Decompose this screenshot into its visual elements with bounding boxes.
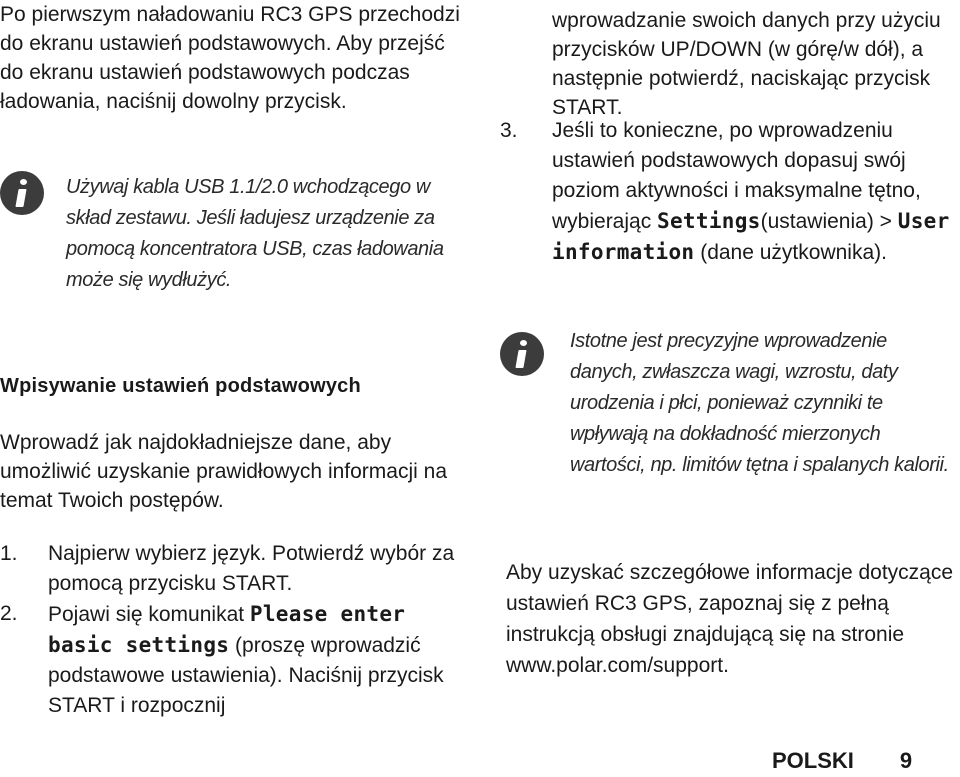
display-text-user-information: User information <box>552 209 950 264</box>
step-1-number: 1. <box>0 542 18 565</box>
step-2-text-before: Pojawi się komunikat <box>48 603 250 626</box>
display-text-please-enter: Please enter basic settings <box>48 602 406 657</box>
footer-language: POLSKI <box>772 748 854 773</box>
step-3-number: 3. <box>500 119 518 142</box>
step-3-text-after: (dane użytkownika). <box>694 241 887 264</box>
step-2 <box>0 599 470 721</box>
step-1 <box>0 539 470 599</box>
steps-list <box>0 539 470 721</box>
page-number: 9 <box>899 748 913 773</box>
usb-note <box>0 167 446 296</box>
step-2-text-after: (proszę wprowadzić podstawowe ustawienia). Naciśnij przycisk START i rozpocznij <box>48 634 444 717</box>
usb-note-text: Używaj kabla USB 1.1/2.0 wchodzącego w skład zestawu. Jeśli ładujesz urządzenie za pomocą koncentratora USB, czas ładowania może się wydłużyć. <box>66 176 444 291</box>
page-footer <box>772 748 952 774</box>
step-1-text: Najpierw wybierz język. Potwierdź wybór za pomocą przycisku START. <box>48 542 455 595</box>
step-3-body <box>552 116 960 268</box>
accuracy-note-text: Istotne jest precyzyjne wprowadzenie danych, zwłaszcza wagi, wzrostu, daty urodzenia i płci, ponieważ czynniki te wpływają na dokładność mierzonych wartości, np. limitów tętna i spalanych kalorii. <box>570 330 949 476</box>
section-heading: Wpisywanie ustawień podstawowych <box>0 375 361 397</box>
step-2-number: 2. <box>0 602 18 625</box>
section-description: Wprowadź jak najdokładniejsze dane, aby umożliwić uzyskanie prawidłowych informacji na temat Twoich postępów. <box>0 431 447 512</box>
step-2-continued: wprowadzanie swoich danych przy użyciu przycisków UP/DOWN (w górę/w dół), a następnie potwierdź, naciskając przycisk START. <box>552 9 941 119</box>
step-3-text-middle: (ustawienia) > <box>760 210 898 233</box>
support-paragraph: Aby uzyskać szczegółowe informacje dotyczące ustawień RC3 GPS, zapoznaj się z pełną instrukcją obsługi znajdującą się na stronie www.polar.com/support. <box>506 561 954 677</box>
display-text-settings: Settings <box>657 209 761 233</box>
info-icon <box>0 171 44 215</box>
step-3-text-before: Jeśli to konieczne, po wprowadzeniu ustawień podstawowych dopasuj swój poziom aktywności i maksymalne tętno, wybierając <box>552 119 921 233</box>
accuracy-note <box>500 326 950 481</box>
step-2-body <box>48 599 470 721</box>
intro-paragraph: Po pierwszym naładowaniu RC3 GPS przechodzi do ekranu ustawień podstawowych. Aby przejść do ekranu ustawień podstawowych podczas ładowania, naciśnij dowolny przycisk. <box>0 3 460 113</box>
step-3 <box>500 116 960 268</box>
info-icon <box>500 332 544 376</box>
